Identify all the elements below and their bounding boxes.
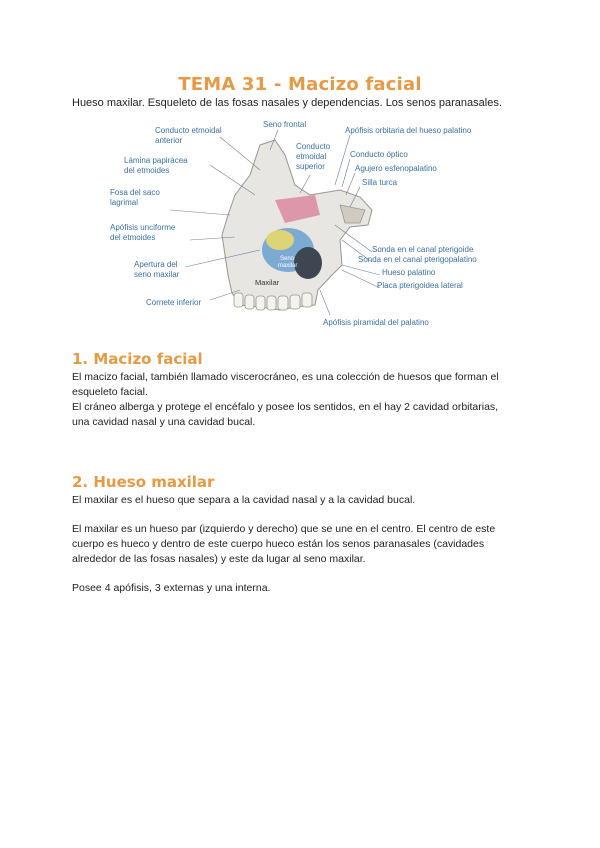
- label-apofisis-unciforme-2: del etmoides: [110, 233, 156, 242]
- label-conducto-etmoidal-anterior-2: anterior: [155, 136, 183, 145]
- label-lamina-papiracea-1: Lámina papirácea: [124, 156, 188, 165]
- section-1-line-1: El macizo facial, también llamado viscerocráneo, es una colección de huesos que forman el: [72, 371, 499, 383]
- label-placa-pterigoidea-lateral: Placa pterigoidea lateral: [377, 281, 463, 290]
- label-apofisis-unciforme-1: Apófisis unciforme: [110, 223, 176, 232]
- skull-anatomy-figure: [110, 115, 500, 335]
- section-2-paragraph-3: Posee 4 apófisis, 3 externas y una interna.: [72, 582, 271, 594]
- section-2-paragraph-1: El maxilar es el hueso que separa a la cavidad nasal y a la cavidad bucal.: [72, 494, 416, 506]
- label-conducto-optico: Conducto óptico: [350, 150, 408, 159]
- section-2-heading: 2. Hueso maxilar: [72, 473, 215, 491]
- label-apertura-seno-maxilar-1: Apertura del: [134, 260, 178, 269]
- section-1-line-3: El cráneo alberga y protege el encéfalo y posee los sentidos, en el hay 2 cavidad orbitarias,: [72, 401, 499, 413]
- label-agujero-esfenopalatino: Agujero esfenopalatino: [355, 164, 437, 173]
- label-seno-maxilar-2: maxilar: [278, 263, 298, 269]
- label-fosa-saco-lagrimal-1: Fosa del saco: [110, 188, 160, 197]
- label-sonda-canal-pterigopalatino: Sonda en el canal pterigopalatino: [358, 255, 477, 264]
- label-seno-frontal: Seno frontal: [263, 120, 307, 129]
- sinus-opening: [294, 247, 322, 279]
- sinus-yellow-area: [266, 230, 294, 250]
- label-maxilar: Maxilar: [255, 278, 280, 287]
- label-apertura-seno-maxilar-2: seno maxilar: [134, 270, 180, 279]
- label-silla-turca: Silla turca: [362, 178, 398, 187]
- label-cornete-inferior: Cornete inferior: [146, 298, 202, 307]
- label-apofisis-orbitaria-palatino: Apófisis orbitaria del hueso palatino: [345, 126, 472, 135]
- section-1-heading: 1. Macizo facial: [72, 350, 203, 368]
- page-subtitle: Hueso maxilar. Esqueleto de las fosas nasales y dependencias. Los senos paranasales.: [72, 97, 502, 109]
- label-conducto-etmoidal-anterior-1: Conducto etmoidal: [155, 126, 222, 135]
- section-2-paragraph-2-line-3: alrededor de las fosas nasales) y este da lugar al seno maxilar.: [72, 553, 366, 565]
- label-conducto-etmoidal-superior-1: Conducto: [296, 142, 331, 151]
- page-title: TEMA 31 - Macizo facial: [178, 74, 422, 95]
- section-1-line-2: esqueleto facial.: [72, 386, 148, 398]
- section-2-paragraph-2-line-1: El maxilar es un hueso par (izquierdo y derecho) que se une en el centro. El centro de este: [72, 523, 496, 535]
- label-fosa-saco-lagrimal-2: lagrimal: [110, 198, 139, 207]
- label-seno-maxilar-1: Seno: [280, 256, 295, 262]
- label-sonda-canal-pterigoide: Sonda en el canal pterigoide: [372, 245, 474, 254]
- skull-illustration: [110, 115, 500, 335]
- label-apofisis-piramidal-palatino: Apófisis piramidal del palatino: [323, 318, 429, 327]
- label-lamina-papiracea-2: del etmoides: [124, 166, 170, 175]
- label-conducto-etmoidal-superior-3: superior: [296, 162, 325, 171]
- section-2-paragraph-2-line-2: cuerpo es hueco y dentro de este cuerpo hueco están los senos paranasales (cavidades: [72, 538, 485, 550]
- label-hueso-palatino: Hueso palatino: [382, 268, 436, 277]
- section-1-line-4: una cavidad nasal y una cavidad bucal.: [72, 416, 256, 428]
- label-conducto-etmoidal-superior-2: etmoidal: [296, 152, 327, 161]
